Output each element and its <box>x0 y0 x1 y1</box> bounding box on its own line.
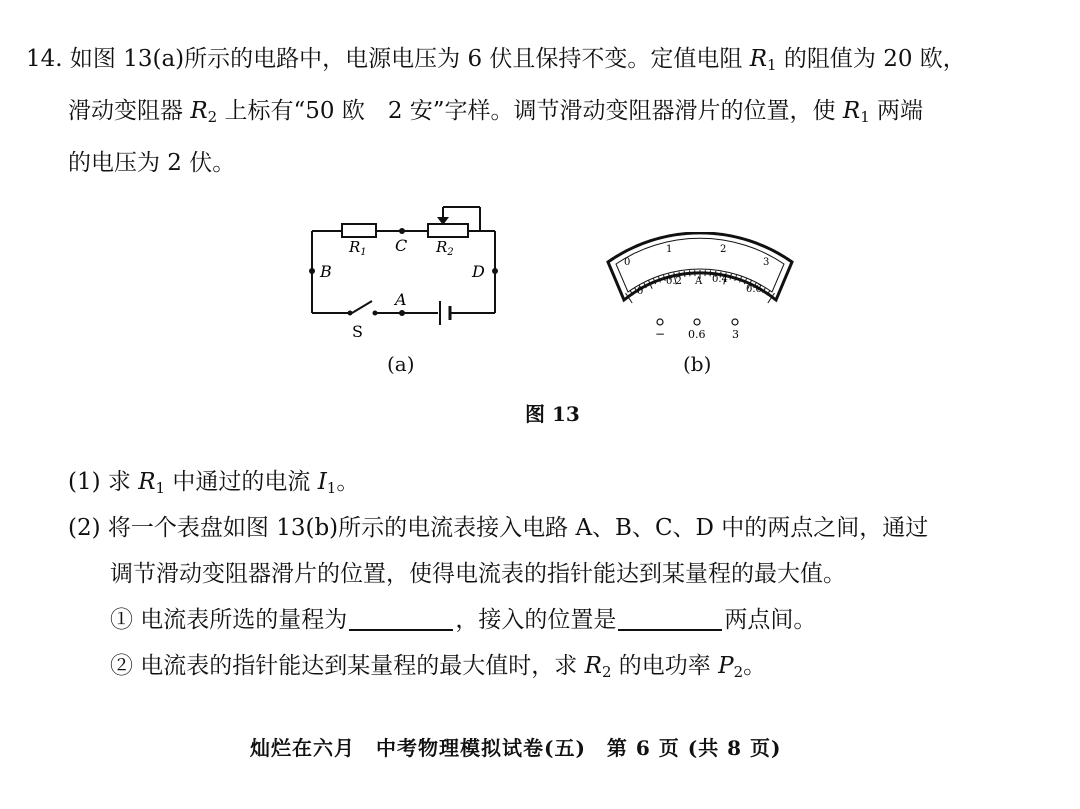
problem-text: 滑动变阻器 <box>68 98 191 124</box>
switch-blade <box>352 301 372 313</box>
problem-text: 两端 <box>869 98 924 124</box>
terminal-label-06: 0.6 <box>688 328 706 341</box>
problem-line-1 <box>26 36 1056 88</box>
caption-a: (a) <box>387 352 415 376</box>
problem-text: 的阻值为 20 欧， <box>776 46 966 72</box>
node-a <box>399 310 405 316</box>
problem-statement <box>26 36 1056 186</box>
label-c: C <box>395 236 408 255</box>
rheostat-r2 <box>428 224 468 237</box>
label-b: B <box>320 262 332 281</box>
dial-tick <box>684 271 685 277</box>
lower-scale-02: 0.2 <box>666 276 682 287</box>
terminal-label-3: 3 <box>732 328 739 341</box>
terminal-negative <box>657 319 663 325</box>
question-1: (1) 求 $R_1$ 中通过的电流 $I_1$。 <box>68 469 360 497</box>
lower-scale-0: 0 <box>637 286 644 297</box>
ammeter-dial <box>600 232 800 344</box>
problem-line-3 <box>26 140 1056 186</box>
terminal-label-negative: − <box>655 327 666 341</box>
answer-blank-position[interactable] <box>618 603 722 631</box>
upper-scale-3: 3 <box>763 257 770 268</box>
sub-question-2: ② 电流表的指针能达到某量程的最大值时，求 $R_2$ 的电功率 $P_2$。 <box>110 653 767 681</box>
circuit-diagram <box>290 195 520 345</box>
problem-text: 如图 13(a)所示的电路中，电源电压为 6 伏且保持不变。定值电阻 <box>69 46 750 72</box>
lower-scale-06: 0.6 <box>746 284 762 295</box>
figure-title: 图 13 <box>525 402 580 426</box>
problem-text: 上标有“50 欧 2 安”字样。调节滑动变阻器滑片的位置，使 <box>217 98 843 124</box>
upper-scale-1: 1 <box>666 244 673 255</box>
upper-scale-0: 0 <box>624 257 631 268</box>
question-2-line-1: (2) 将一个表盘如图 13(b)所示的电流表接入电路 A、B、C、D 中的两点之间，通过 <box>68 515 929 541</box>
r1-symbol: $R_1$ <box>842 98 870 126</box>
node-b <box>309 268 315 274</box>
dial-tick <box>730 274 731 280</box>
problem-text: 的电压为 2 伏。 <box>68 150 236 176</box>
label-a: A <box>395 290 407 309</box>
page-footer: 灿烂在六月 中考物理模拟试卷(五) 第 6 页 (共 8 页) <box>250 736 782 760</box>
node-d <box>492 268 498 274</box>
sub-question-1: ① 电流表所选的量程为 ，接入的位置是 两点间。 <box>110 601 816 634</box>
problem-number: 14. <box>26 46 63 72</box>
r2-symbol: $R_2$ <box>190 98 218 126</box>
resistor-r1 <box>342 224 376 237</box>
question-2-line-2: 调节滑动变阻器滑片的位置，使得电流表的指针能达到某量程的最大值。 <box>110 561 846 587</box>
label-d: D <box>472 262 485 281</box>
answer-blank-range[interactable] <box>349 603 453 631</box>
unit-label: A <box>695 276 703 287</box>
lower-scale-04: 0.4 <box>712 274 728 285</box>
label-r1: $R_1$ <box>349 238 367 258</box>
node-c <box>399 228 405 234</box>
label-r2: $R_2$ <box>436 238 454 258</box>
problem-line-2 <box>26 88 1056 140</box>
terminal-06 <box>694 319 700 325</box>
upper-scale-2: 2 <box>720 244 727 255</box>
label-s: S <box>352 322 363 341</box>
terminal-3 <box>732 319 738 325</box>
r1-symbol: $R_1$ <box>749 46 777 74</box>
caption-b: (b) <box>683 352 712 376</box>
